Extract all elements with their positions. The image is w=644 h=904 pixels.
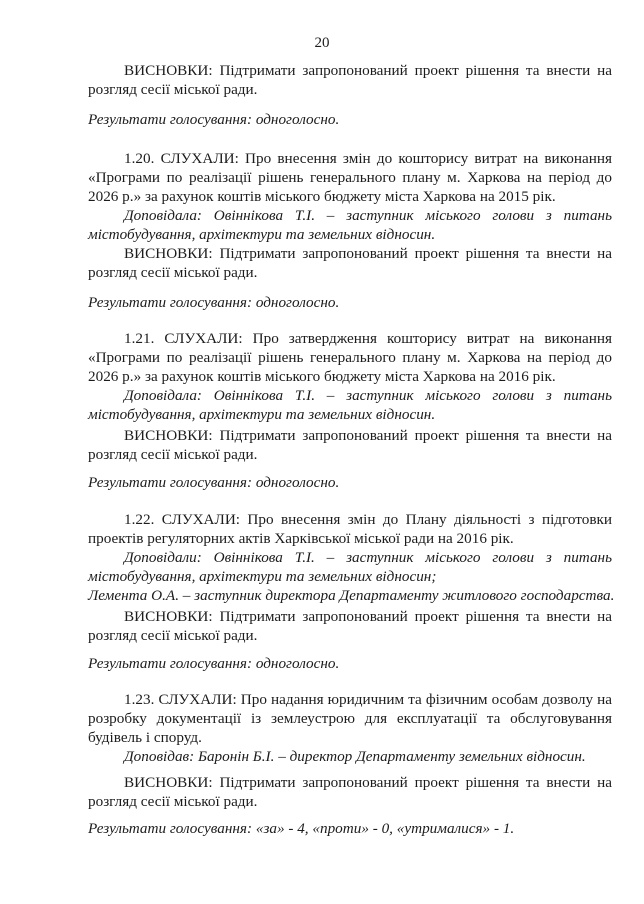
intro-voting: Результати голосування: одноголосно.: [88, 111, 340, 128]
item-1-22-voting: Результати голосування: одноголосно.: [88, 655, 340, 672]
item-1-21-conclusion: ВИСНОВКИ: Підтримати запропонований проект рішення та внести на розгляд сесії міської ради.: [88, 427, 612, 463]
item-1-23-conclusion: ВИСНОВКИ: Підтримати запропонований проект рішення та внести на розгляд сесії міської ради.: [88, 774, 612, 810]
item-1-22-speaker2: Лемента О.А. – заступник директора Департаменту житлового господарства.: [88, 587, 615, 604]
intro-conclusion: ВИСНОВКИ: Підтримати запропонований проект рішення та внести на розгляд сесії міської ради.: [88, 62, 612, 98]
item-1-20-speaker: Доповідала: Овіннікова Т.І. – заступник міського голови з питань містобудування, архітектури та земельних відносин.: [88, 207, 612, 243]
item-1-22-conclusion: ВИСНОВКИ: Підтримати запропонований проект рішення та внести на розгляд сесії міської ради.: [88, 608, 612, 644]
page-number: 20: [314, 35, 330, 51]
item-1-22-speaker: Доповідали: Овіннікова Т.І. – заступник міського голови з питань містобудування, архітектури та земельних відносин;: [88, 549, 612, 585]
item-1-23-speaker: Доповідав: Баронін Б.І. – директор Департаменту земельних відносин.: [124, 748, 586, 765]
item-1-20-conclusion: ВИСНОВКИ: Підтримати запропонований проект рішення та внести на розгляд сесії міської ради.: [88, 245, 612, 281]
item-1-21-heard: 1.21. СЛУХАЛИ: Про затвердження кошторису витрат на виконання «Програми по реалізації рішень генерального плану м. Харкова на період до 2026 р.» за рахунок коштів міського бюджету міста Харкова на 2016 рік.: [88, 330, 612, 385]
item-1-20-voting: Результати голосування: одноголосно.: [88, 294, 340, 311]
item-1-20-heard: 1.20. СЛУХАЛИ: Про внесення змін до кошторису витрат на виконання «Програми по реалізації рішень генерального плану м. Харкова на період до 2026 р.» за рахунок коштів міського бюджету міста Харкова на 2015 рік.: [88, 150, 612, 205]
item-1-22-heard: 1.22. СЛУХАЛИ: Про внесення змін до Плану діяльності з підготовки проектів регуляторних актів Харківської міської ради на 2016 рік.: [88, 511, 612, 547]
item-1-23-heard: 1.23. СЛУХАЛИ: Про надання юридичним та фізичним особам дозволу на розробку документації із землеустрою для експлуатації та обслуговування будівель і споруд.: [88, 691, 612, 746]
item-1-23-voting: Результати голосування: «за» - 4, «проти» - 0, «утрималися» - 1.: [88, 820, 515, 837]
item-1-21-voting: Результати голосування: одноголосно.: [88, 474, 340, 491]
item-1-21-speaker: Доповідала: Овіннікова Т.І. – заступник міського голови з питань містобудування, архітектури та земельних відносин.: [88, 387, 612, 423]
